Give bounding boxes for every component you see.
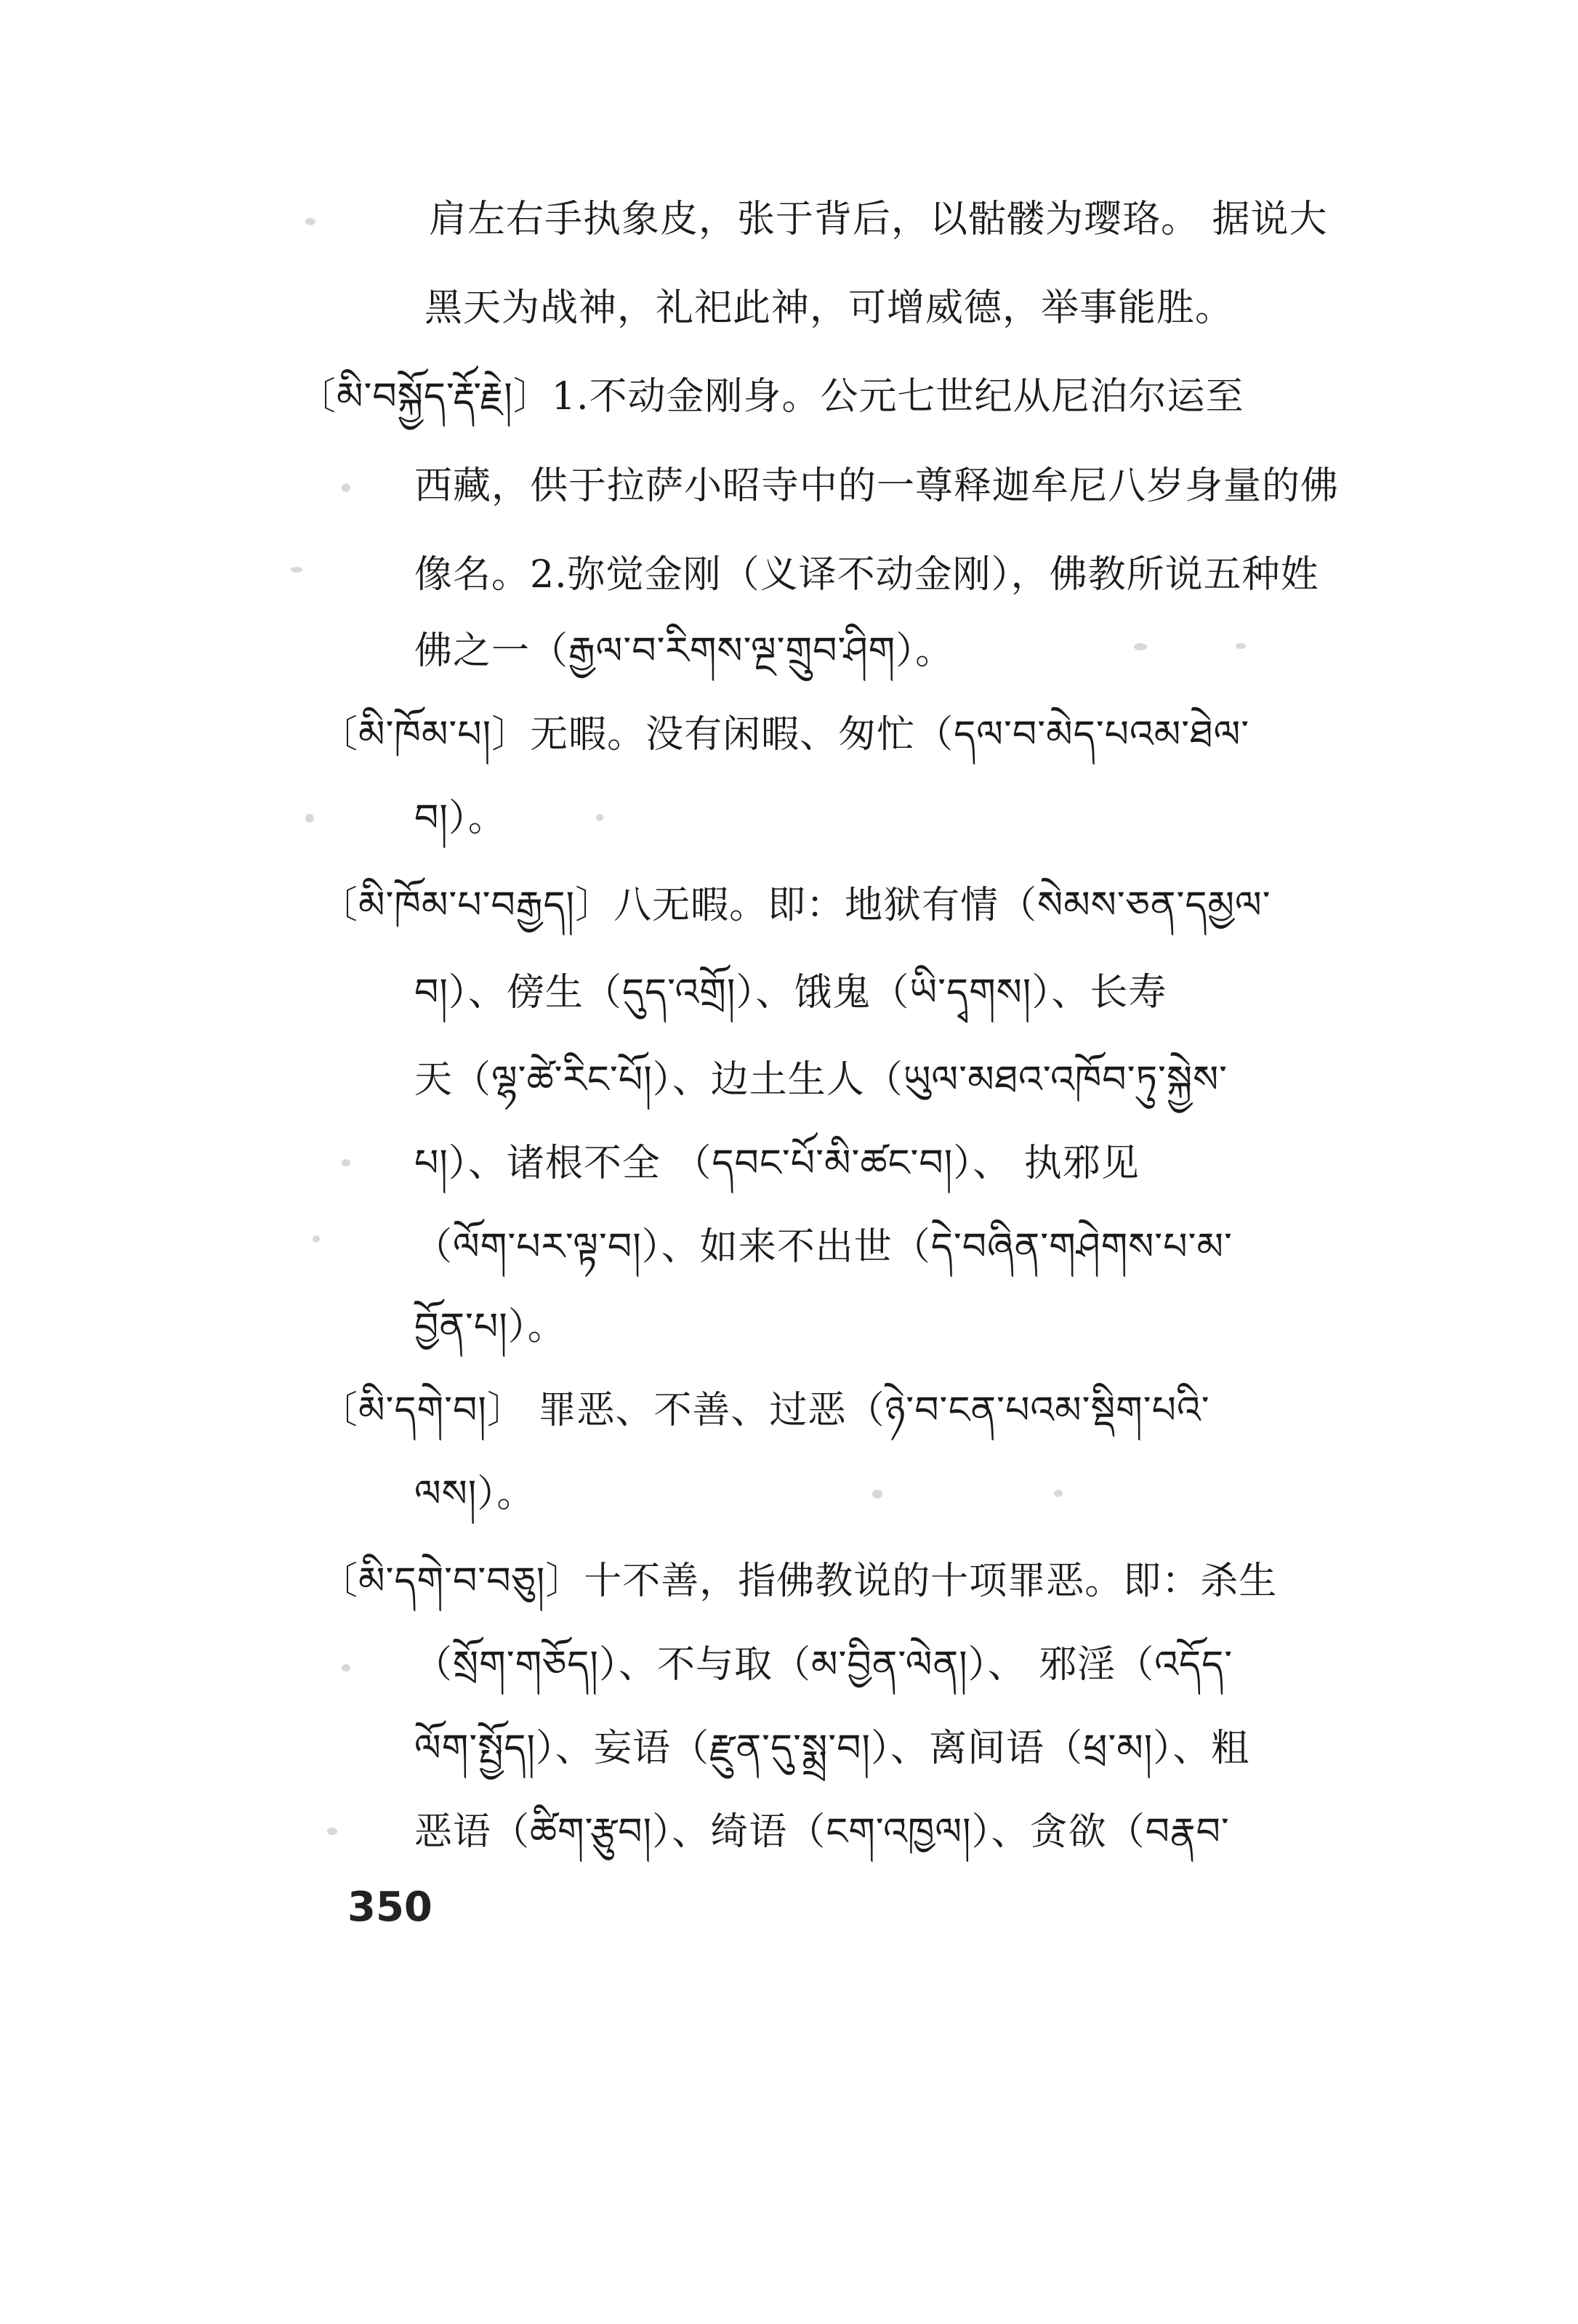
page-number: 350 [347, 1884, 432, 1931]
scan-speck [872, 1490, 882, 1498]
text-line: 天（ལྷ་ཚེ་རིང་པོ།）、边土生人（ཡུལ་མཐའ་འཁོབ་ཏུ་སྐྱེས་ [414, 1058, 1228, 1102]
scan-speck [305, 218, 315, 225]
text-line: ལོག་སྤྱོད།）、妄语（རྫུན་དུ་སྨྲ་བ།）、离间语（ཕྲ་མ།）、粗 [414, 1727, 1250, 1770]
text-line: 西藏，供于拉萨小昭寺中的一尊释迦牟尼八岁身量的佛 [414, 464, 1340, 508]
text-line: པ།）、诸根不全 （དབང་པོ་མི་ཚང་བ།）、 执邪见 [414, 1142, 1140, 1185]
entry-headword-line: 〔མི་ཁོམ་པ་བརྒྱད།〕八无暇。即：地狱有情（སེམས་ཅན་དམྱལ་ [320, 884, 1271, 927]
entry-headword-line: 〔མི་དགེ་བ་བཅུ།〕十不善，指佛教说的十项罪恶。即：杀生 [320, 1560, 1278, 1603]
scan-speck [1236, 643, 1246, 649]
scan-speck [313, 1235, 320, 1243]
entry-headword-line: 〔མི་ཁོམ་པ།〕无暇。没有闲暇、匆忙（དལ་བ་མེད་པའམ་ཐེལ་ [320, 713, 1250, 756]
scan-speck [342, 1159, 350, 1166]
entry-headword-line: 〔མི་དགེ་བ།〕 罪恶、不善、过恶（ཉེ་བ་ངན་པའམ་སྡིག་པའི་ [320, 1389, 1210, 1432]
text-line: 肩左右手执象皮，张于背后，以骷髅为璎珞。 据说大 [429, 198, 1328, 241]
text-line: （ལོག་པར་ལྟ་བ།）、如来不出世（དེ་བཞིན་གཤེགས་པ་མ་ [414, 1225, 1233, 1269]
text-line: བ།）、傍生（དུད་འགྲོ།）、饿鬼（ཡི་དྭགས།）、长寿 [414, 971, 1167, 1014]
scan-speck [342, 483, 350, 492]
text-line: ལས།）。 [414, 1472, 536, 1516]
scan-speck [1054, 1490, 1063, 1497]
scan-speck [342, 1664, 350, 1671]
scan-speck [596, 814, 603, 821]
text-line: 恶语（ཚིག་རྩུབ།）、绮语（ངག་འཁྱལ།）、贪欲（བརྣབ་ [414, 1810, 1230, 1854]
scan-speck [291, 567, 302, 573]
scan-speck [1134, 643, 1147, 650]
text-line: （སྲོག་གཅོད།）、不与取（མ་བྱིན་ལེན།）、 邪淫（འདོད་ [414, 1643, 1233, 1687]
text-line: 黑天为战神，礼祀此神，可增威德，举事能胜。 [424, 286, 1234, 330]
entry-headword-line: 〔མི་བསྐྱོད་རྡོ་རྗེ།〕1.不动金刚身。公元七世纪从尼泊尔运至 [298, 375, 1244, 419]
scan-speck [327, 1828, 337, 1835]
text-line: 像名。2.弥觉金刚（义译不动金刚），佛教所说五种姓 [414, 553, 1319, 597]
text-line: 佛之一（རྒྱལ་བ་རིགས་ལྔ་གྲུབ་ཤིག）。 [414, 629, 954, 673]
text-line: བ།）。 [414, 796, 507, 840]
scan-speck [305, 814, 314, 823]
text-line: བྱོན་པ།）。 [414, 1305, 566, 1349]
